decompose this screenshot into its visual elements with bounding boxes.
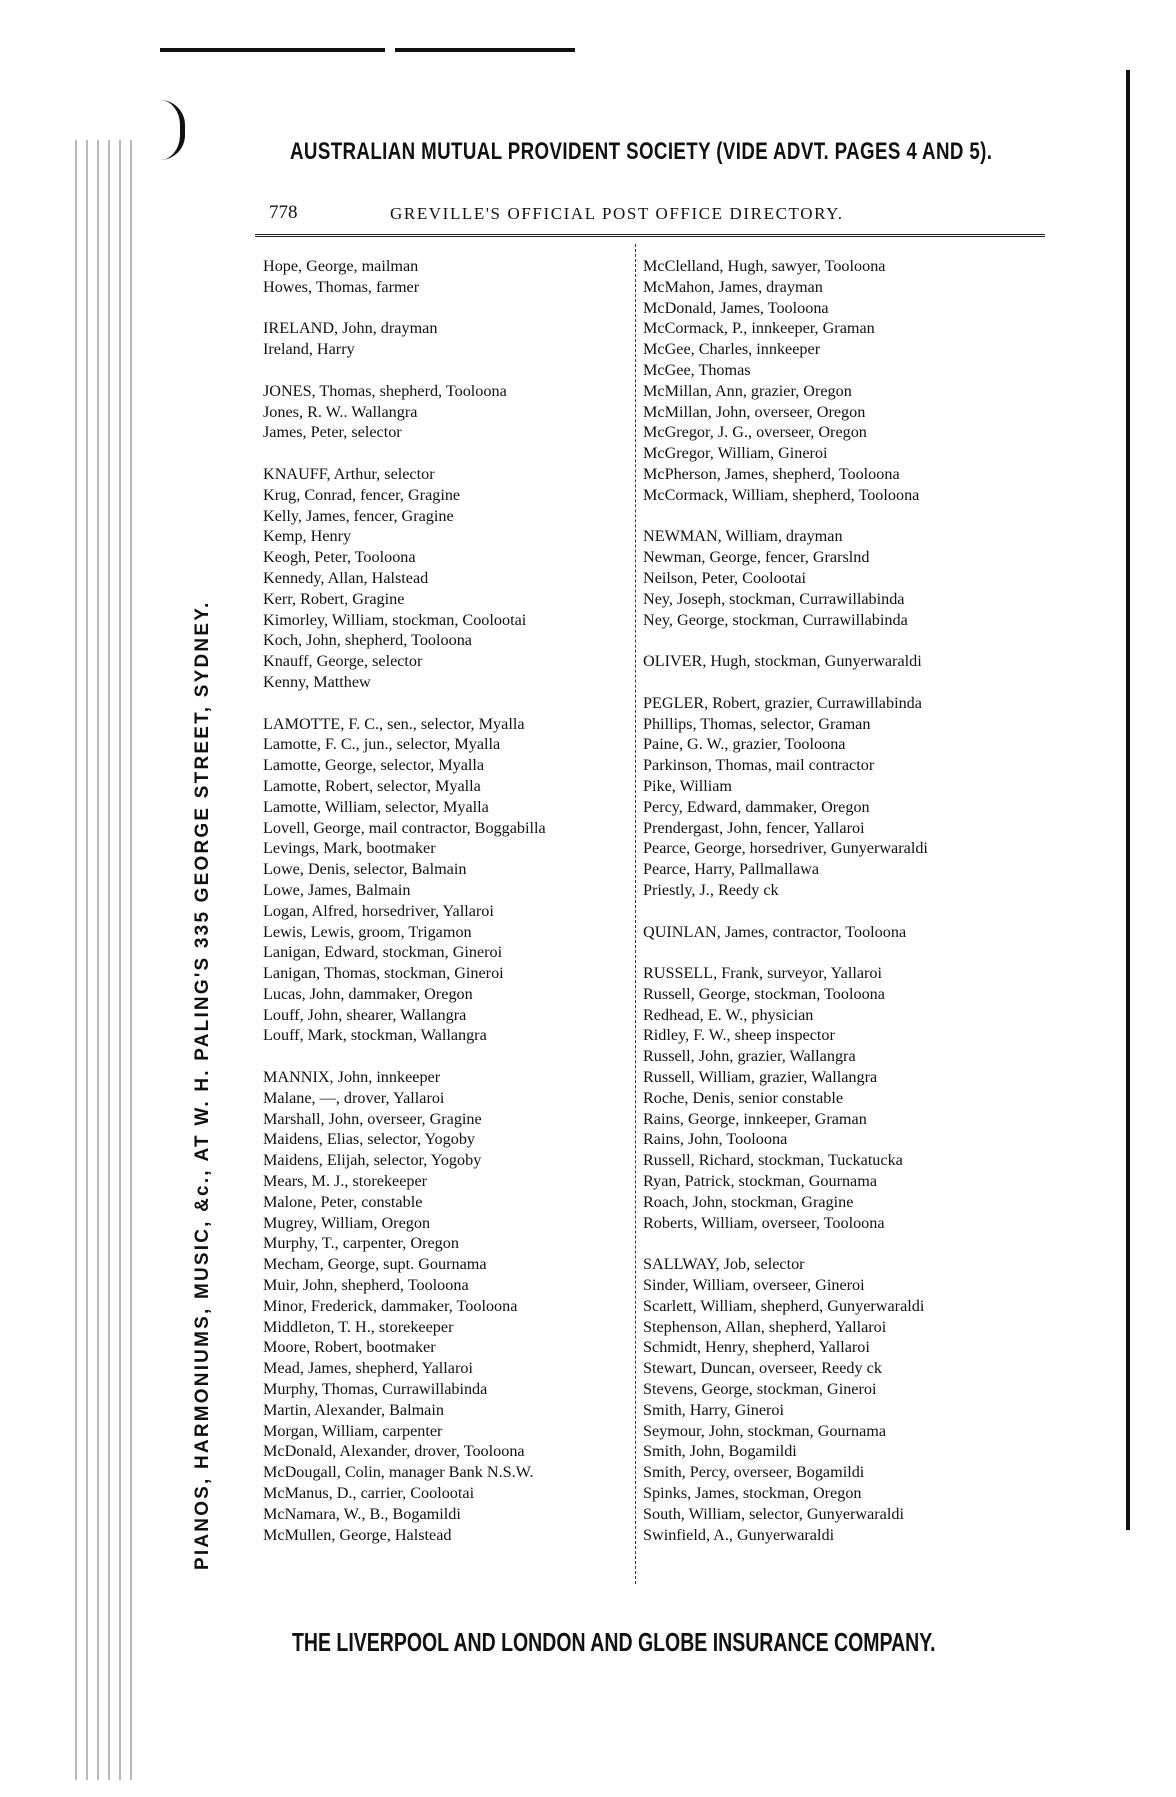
directory-entry: South, William, selector, Gunyerwaraldi <box>643 1504 904 1523</box>
directory-entry: McGregor, J. G., overseer, Oregon <box>643 423 867 442</box>
directory-entry: Malone, Peter, constable <box>263 1192 423 1211</box>
directory-entry: Maidens, Elias, selector, Yogoby <box>263 1130 476 1149</box>
directory-entry: McManus, D., carrier, Coolootai <box>263 1484 475 1503</box>
directory-entry: Rains, John, Tooloona <box>643 1130 788 1149</box>
right-column <box>643 256 1043 1545</box>
directory-entry: Kelly, James, fencer, Gragine <box>263 506 454 525</box>
directory-entry: Howes, Thomas, farmer <box>263 277 420 296</box>
directory-entry: Roche, Denis, senior constable <box>643 1088 844 1107</box>
directory-entry: Martin, Alexander, Balmain <box>263 1400 444 1419</box>
directory-entry: Krug, Conrad, fencer, Gragine <box>263 485 461 504</box>
directory-entry: Jones, R. W.. Wallangra <box>263 402 418 421</box>
directory-entry: Pearce, Harry, Pallmallawa <box>643 860 820 879</box>
directory-entry: McMahon, James, drayman <box>643 277 823 296</box>
directory-entry: Kimorley, William, stockman, Coolootai <box>263 610 527 629</box>
directory-entry: Logan, Alfred, horsedriver, Yallaroi <box>263 901 494 920</box>
directory-entry: MANNIX, John, innkeeper <box>263 1068 441 1087</box>
section-gap <box>263 443 623 464</box>
directory-entry: McMillan, John, overseer, Oregon <box>643 402 866 421</box>
directory-entry: Rains, George, innkeeper, Graman <box>643 1109 867 1128</box>
section-gap <box>643 630 1043 651</box>
directory-entry: McDonald, Alexander, drover, Tooloona <box>263 1442 525 1461</box>
directory-entry: Pike, William <box>643 776 732 795</box>
directory-entry: Middleton, T. H., storekeeper <box>263 1317 454 1336</box>
scan-rule <box>160 48 385 52</box>
directory-entry: Stephenson, Allan, shepherd, Yallaroi <box>643 1317 887 1336</box>
directory-entry: McCormack, P., innkeeper, Graman <box>643 319 875 338</box>
directory-entry: SALLWAY, Job, selector <box>643 1255 805 1274</box>
directory-entry: KNAUFF, Arthur, selector <box>263 464 435 483</box>
directory-entry: Koch, John, shepherd, Tooloona <box>263 631 472 650</box>
directory-entry: Moore, Robert, bootmaker <box>263 1338 436 1357</box>
bottom-advertisement: THE LIVERPOOL AND LONDON AND GLOBE INSURANCE COMPANY. <box>292 1627 936 1657</box>
left-column <box>263 256 623 1545</box>
directory-entry: Parkinson, Thomas, mail contractor <box>643 756 875 775</box>
section-gap <box>643 506 1043 527</box>
directory-entry: Russell, John, grazier, Wallangra <box>643 1047 856 1066</box>
directory-entry: Roach, John, stockman, Gragine <box>643 1192 854 1211</box>
directory-entry: Smith, Percy, overseer, Bogamildi <box>643 1463 865 1482</box>
directory-entry: Mears, M. J., storekeeper <box>263 1172 428 1191</box>
directory-entry: McDougall, Colin, manager Bank N.S.W. <box>263 1463 534 1482</box>
directory-entry: PEGLER, Robert, grazier, Currawillabinda <box>643 693 922 712</box>
directory-entry: Phillips, Thomas, selector, Graman <box>643 714 871 733</box>
section-gap <box>643 901 1043 922</box>
directory-entry: McMullen, George, Halstead <box>263 1525 452 1544</box>
directory-entry: Stewart, Duncan, overseer, Reedy ck <box>643 1359 882 1378</box>
directory-entry: RUSSELL, Frank, surveyor, Yallaroi <box>643 964 883 983</box>
section-gap <box>263 360 623 381</box>
directory-entry: Russell, Richard, stockman, Tuckatucka <box>643 1151 903 1170</box>
scan-rule <box>395 48 575 52</box>
scan-margin-shadow <box>72 140 132 1780</box>
running-title: GREVILLE'S OFFICIAL POST OFFICE DIRECTORY. <box>390 204 844 223</box>
directory-entry: Minor, Frederick, dammaker, Tooloona <box>263 1296 518 1315</box>
directory-page <box>255 188 1045 1593</box>
directory-entry: Knauff, George, selector <box>263 652 423 671</box>
directory-entry: James, Peter, selector <box>263 423 402 442</box>
directory-entry: Kemp, Henry <box>263 527 352 546</box>
directory-entry: Lowe, James, Balmain <box>263 880 411 899</box>
directory-entry: Lanigan, Thomas, stockman, Gineroi <box>263 964 504 983</box>
directory-entry: Kenny, Matthew <box>263 672 371 691</box>
section-gap <box>263 298 623 319</box>
directory-entry: Seymour, John, stockman, Gournama <box>643 1421 887 1440</box>
directory-entry: McMillan, Ann, grazier, Oregon <box>643 381 852 400</box>
directory-entry: Prendergast, John, fencer, Yallaroi <box>643 818 865 837</box>
directory-entry: Marshall, John, overseer, Gragine <box>263 1109 482 1128</box>
directory-entry: Keogh, Peter, Tooloona <box>263 548 416 567</box>
directory-entry: McNamara, W., B., Bogamildi <box>263 1504 461 1523</box>
directory-entry: Mecham, George, supt. Gournama <box>263 1255 487 1274</box>
directory-entry: Lucas, John, dammaker, Oregon <box>263 984 473 1003</box>
directory-entry: Kerr, Robert, Gragine <box>263 589 405 608</box>
directory-entry: Murphy, T., carpenter, Oregon <box>263 1234 459 1253</box>
directory-entry: Russell, George, stockman, Tooloona <box>643 984 885 1003</box>
directory-entry: Ney, George, stockman, Currawillabinda <box>643 610 908 629</box>
directory-entry: Lowe, Denis, selector, Balmain <box>263 860 467 879</box>
directory-entry: Scarlett, William, shepherd, Gunyerwaraldi <box>643 1296 925 1315</box>
directory-entry: Ridley, F. W., sheep inspector <box>643 1026 835 1045</box>
directory-entry: Ney, Joseph, stockman, Currawillabinda <box>643 589 905 608</box>
page-number: 778 <box>269 202 298 223</box>
top-advertisement: AUSTRALIAN MUTUAL PROVIDENT SOCIETY (VIDE ADVT. PAGES 4 AND 5). <box>290 138 993 165</box>
directory-entry: Louff, Mark, stockman, Wallangra <box>263 1026 487 1045</box>
column-divider <box>635 244 636 1584</box>
directory-entry: NEWMAN, William, drayman <box>643 527 843 546</box>
directory-entry: Roberts, William, overseer, Tooloona <box>643 1213 885 1232</box>
directory-entry: Lamotte, F. C., jun., selector, Myalla <box>263 735 501 754</box>
directory-entry: McPherson, James, shepherd, Tooloona <box>643 464 900 483</box>
directory-entry: Lovell, George, mail contractor, Boggabilla <box>263 818 546 837</box>
directory-entry: IRELAND, John, drayman <box>263 319 438 338</box>
directory-entry: Lamotte, William, selector, Myalla <box>263 797 489 816</box>
directory-entry: Mead, James, shepherd, Yallaroi <box>263 1359 473 1378</box>
directory-entry: Ireland, Harry <box>263 340 355 359</box>
section-gap <box>263 693 623 714</box>
directory-entry: McGee, Thomas <box>643 360 751 379</box>
directory-entry: Percy, Edward, dammaker, Oregon <box>643 797 870 816</box>
directory-entry: Smith, Harry, Gineroi <box>643 1400 785 1419</box>
section-gap <box>643 1233 1043 1254</box>
directory-entry: McGregor, William, Gineroi <box>643 444 828 463</box>
directory-entry: JONES, Thomas, shepherd, Tooloona <box>263 381 507 400</box>
directory-entry: Louff, John, shearer, Wallangra <box>263 1005 467 1024</box>
directory-entry: Lamotte, Robert, selector, Myalla <box>263 776 481 795</box>
directory-entry: Paine, G. W., grazier, Tooloona <box>643 735 846 754</box>
directory-entry: Swinfield, A., Gunyerwaraldi <box>643 1525 835 1544</box>
directory-entry: Lanigan, Edward, stockman, Gineroi <box>263 943 503 962</box>
directory-entry: Spinks, James, stockman, Oregon <box>643 1484 862 1503</box>
page-header <box>255 188 1045 237</box>
directory-entry: Kennedy, Allan, Halstead <box>263 568 429 587</box>
directory-entry: Muir, John, shepherd, Tooloona <box>263 1276 469 1295</box>
directory-entry: McGee, Charles, innkeeper <box>643 340 821 359</box>
directory-entry: Malane, —, drover, Yallaroi <box>263 1088 445 1107</box>
directory-entry: Neilson, Peter, Coolootai <box>643 568 807 587</box>
directory-entry: Russell, William, grazier, Wallangra <box>643 1068 878 1087</box>
section-gap <box>643 672 1043 693</box>
directory-entry: Murphy, Thomas, Currawillabinda <box>263 1380 488 1399</box>
directory-entry: QUINLAN, James, contractor, Tooloona <box>643 922 907 941</box>
directory-entry: Newman, George, fencer, Grarslnd <box>643 548 870 567</box>
section-gap <box>643 942 1043 963</box>
directory-entry: McCormack, William, shepherd, Tooloona <box>643 485 920 504</box>
directory-entry: LAMOTTE, F. C., sen., selector, Myalla <box>263 714 525 733</box>
directory-entry: OLIVER, Hugh, stockman, Gunyerwaraldi <box>643 652 922 671</box>
directory-entry: Levings, Mark, bootmaker <box>263 839 436 858</box>
directory-entry: Lewis, Lewis, groom, Trigamon <box>263 922 472 941</box>
directory-entry: Morgan, William, carpenter <box>263 1421 443 1440</box>
directory-entry: Redhead, E. W., physician <box>643 1005 814 1024</box>
directory-entry: Pearce, George, horsedriver, Gunyerwaraldi <box>643 839 928 858</box>
directory-entry: McClelland, Hugh, sawyer, Tooloona <box>643 257 886 275</box>
directory-entry: Mugrey, William, Oregon <box>263 1213 431 1232</box>
directory-entry: Hope, George, mailman <box>263 257 419 275</box>
scan-right-edge <box>1126 70 1130 1530</box>
directory-entry: Smith, John, Bogamildi <box>643 1442 797 1461</box>
directory-entry: Schmidt, Henry, shepherd, Yallaroi <box>643 1338 870 1357</box>
scan-bracket <box>160 100 185 160</box>
directory-entry: Ryan, Patrick, stockman, Gournama <box>643 1172 878 1191</box>
directory-entry: Sinder, William, overseer, Gineroi <box>643 1276 865 1295</box>
directory-entry: Maidens, Elijah, selector, Yogoby <box>263 1151 482 1170</box>
section-gap <box>263 1046 623 1067</box>
directory-entry: Lamotte, George, selector, Myalla <box>263 756 485 775</box>
directory-entry: Priestly, J., Reedy ck <box>643 880 779 899</box>
directory-entry: McDonald, James, Tooloona <box>643 298 829 317</box>
directory-entry: Stevens, George, stockman, Gineroi <box>643 1380 877 1399</box>
side-advertisement: PIANOS, HARMONIUMS, MUSIC, &c., AT W. H. PALING'S 335 GEORGE STREET, SYDNEY. <box>192 600 213 1570</box>
